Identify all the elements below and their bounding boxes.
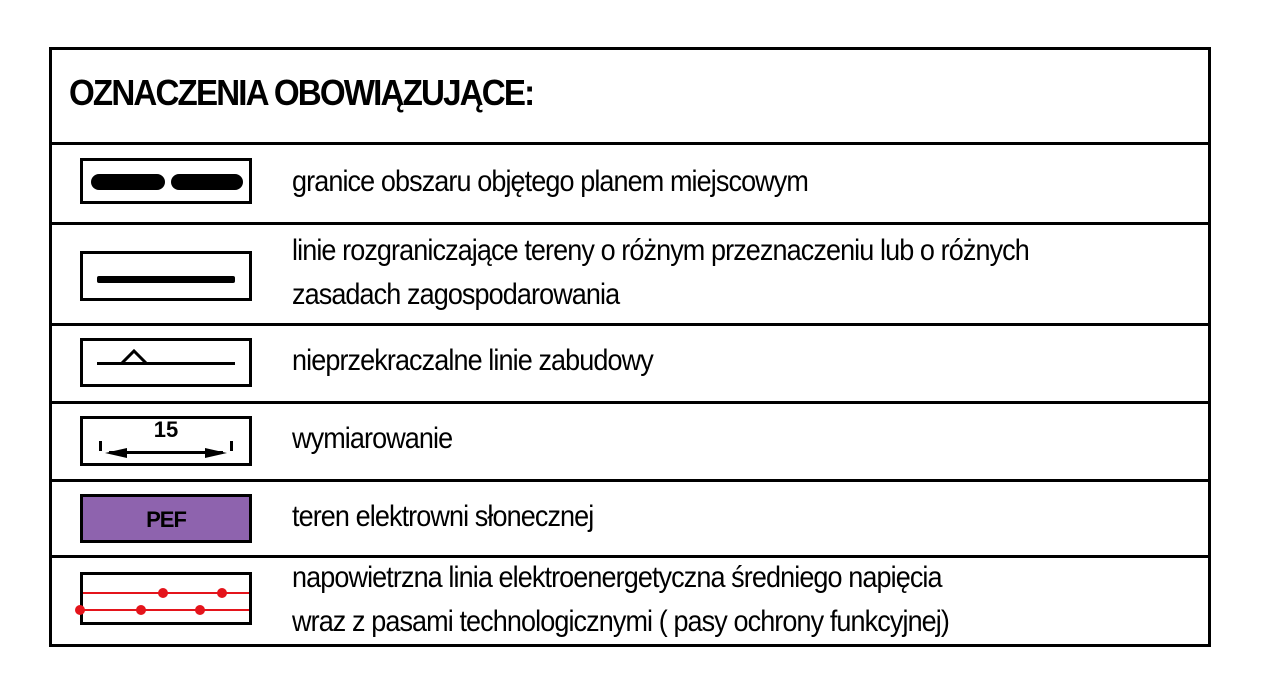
- description-line: teren elektrowni słonecznej: [292, 500, 594, 533]
- description-line: wymiarowanie: [292, 422, 453, 455]
- power-line-dot: [75, 605, 85, 615]
- dimension-symbol: [80, 416, 252, 466]
- power-line-symbol: [80, 572, 252, 625]
- description-line: zasadach zagospodarowania: [292, 278, 620, 311]
- legend-description: [292, 417, 452, 461]
- dash-segment: [171, 174, 243, 190]
- dimension-tick: [230, 441, 233, 451]
- solid-line: [97, 276, 235, 283]
- power-line-dot: [136, 605, 146, 615]
- plan-boundary-symbol: [80, 158, 252, 204]
- legend-description: [292, 495, 593, 539]
- dimension-tick: [99, 441, 102, 451]
- legend-table: [49, 47, 1211, 647]
- arrow-left-icon: [105, 446, 127, 460]
- description-line: napowietrzna linia elektroenergetyczna średniego napięcia: [292, 561, 942, 594]
- power-line-dot: [195, 605, 205, 615]
- demarcation-line-symbol: [80, 251, 252, 301]
- legend-description: [292, 229, 1029, 317]
- legend-row-demarcation: [52, 225, 1208, 326]
- zone-code: PEF: [146, 507, 186, 532]
- dimension-value: 15: [153, 417, 179, 442]
- legend-title: OZNACZENIA OBOWIĄZUJĄCE:: [69, 72, 534, 113]
- description-line: granice obszaru objętego planem miejscowym: [292, 165, 808, 198]
- legend-description: [292, 160, 808, 204]
- technology-strip-line: [83, 609, 249, 611]
- building-line-symbol: [80, 338, 252, 387]
- building-line: [97, 362, 235, 365]
- legend-row-dimension: [52, 404, 1208, 482]
- power-line-dot: [217, 588, 227, 598]
- legend-row-solar-plant: [52, 482, 1208, 558]
- legend-row-boundary: [52, 145, 1208, 225]
- legend-row-building-line: [52, 326, 1208, 404]
- triangle-marker-icon: [120, 348, 148, 364]
- description-line: linie rozgraniczające tereny o różnym przeznaczeniu lub o różnych: [292, 234, 1029, 267]
- description-line: nieprzekraczalne linie zabudowy: [292, 344, 653, 377]
- solar-plant-area-symbol: [80, 494, 252, 543]
- legend-row-power-line: [52, 558, 1208, 644]
- power-line-dot: [158, 588, 168, 598]
- arrow-right-icon: [205, 446, 227, 460]
- legend-description: [292, 556, 949, 644]
- legend-header: [52, 50, 1208, 145]
- description-line: wraz z pasami technologicznymi ( pasy ochrony funkcyjnej): [292, 605, 949, 638]
- dash-segment: [91, 174, 165, 190]
- legend-description: [292, 339, 653, 383]
